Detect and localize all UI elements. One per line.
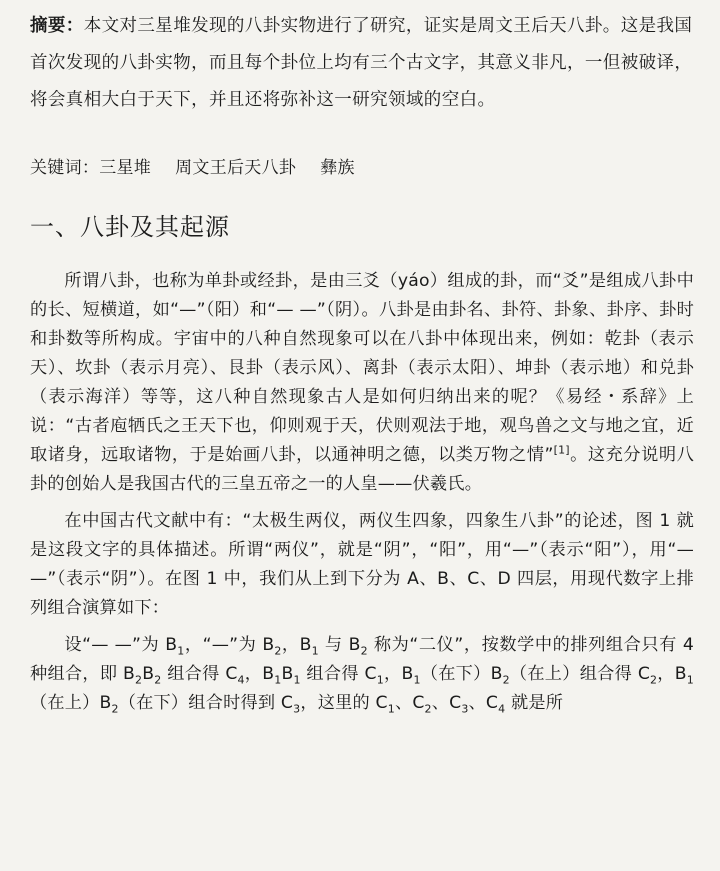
subscript: 2 [111,702,119,716]
subscript: 2 [502,673,510,687]
subscript: 3 [461,702,469,716]
paragraph-1 [30,267,694,499]
subscript: 1 [376,673,384,687]
subscript: 1 [274,673,282,687]
p3-text: 设“— —”为 B [64,635,178,655]
keywords-label: 关键词： [30,158,100,178]
p3-text: 就是所 [505,693,564,713]
paragraph-1-text: 所谓八卦，也称为单卦或经卦，是由三爻（yáo）组成的卦，而“爻”是组成八卦中的长、短横道，如“—”（阳）和“— —”（阴）。八卦是由卦名、卦符、卦象、卦序、卦时和卦数等所构成。宇宙中的八种自然现象可以在八卦中体现出来，例如：乾卦（表示天）、坎卦（表示月亮）、艮卦（表示风）、离卦（表示太阳）、坤卦（表示地）和兑卦（表示海洋）等等，这八种自然现象古人是如何归纳出来的呢？《易经・系辞》上说：“古者庖牺氏之王天下也，仰则观于天，伏则观法于地，观鸟兽之文与地之宜，近取诸身，远取诸物，于是始画八卦，以通神明之德，以类万物之情” [30,271,694,465]
paragraph-2: 在中国古代文献中有：“太极生两仪，两仪生四象，四象生八卦”的论述，图 1 就是这段文字的具体描述。所谓“两仪”，就是“阴”，“阳”，用“—”（表示“阳”），用“— —”（表示“阴”）。在图 1 中，我们从上到下分为 A、B、C、D 四层，用现代数字上排列组合演算如下： [30,511,694,618]
p3-text: ，B [244,664,275,684]
keyword-item: 周文王后天八卦 [175,158,297,178]
subscript: 1 [387,702,395,716]
p3-text: ，“—”为 B [184,635,275,655]
keywords [30,153,694,183]
subscript: 1 [686,673,694,687]
paragraph-1-text-end: 。这充分说明八卦的创始人是我国古代的三皇五帝之一的人皇——伏羲氏。 [30,445,694,494]
p3-text: ，B [281,635,312,655]
p3-text: ，B [657,664,687,684]
p3-text: （在下）B [420,664,503,684]
p3-text: （在上）组合得 C [509,664,651,684]
p3-text: （在上）B [30,693,112,713]
subscript: 1 [293,673,301,687]
subscript: 2 [650,673,658,687]
keyword-item: 三星堆 [99,158,152,178]
p3-text: 、C [394,693,425,713]
subscript: 2 [424,702,432,716]
p3-text: ，这里的 C [300,693,388,713]
section-title: 一、八卦及其起源 [30,213,230,241]
p3-text: 组合得 C [161,664,238,684]
subscript: 4 [498,702,506,716]
subscript: 1 [413,673,421,687]
p3-text: 组合得 C [300,664,377,684]
p3-text: 、C [431,693,462,713]
p3-text: B [142,664,155,684]
abstract [30,8,694,119]
p3-text: B [281,664,294,684]
keyword-item: 彝族 [320,158,355,178]
subscript: 2 [360,644,368,658]
p3-text: 与 B [318,635,361,655]
p3-text: 称为“二仪”，按数学中的排列组合只有 4 种组合，即 B [30,635,694,684]
p3-text: （在下）组合时得到 C [118,693,294,713]
p3-text: 、C [468,693,499,713]
abstract-label: 摘要： [30,16,84,36]
subscript: 3 [293,702,301,716]
subscript: 1 [177,644,185,658]
subscript: 2 [135,673,143,687]
citation-ref: [1] [553,443,570,457]
paragraph-3 [30,631,694,718]
subscript: 1 [311,644,319,658]
subscript: 2 [154,673,162,687]
p3-text: ，B [383,664,414,684]
subscript: 4 [237,673,245,687]
abstract-text: 本文对三星堆发现的八卦实物进行了研究，证实是周文王后天八卦。这是我国首次发现的八卦实物，而且每个卦位上均有三个古文字，其意义非凡，一但被破译，将会真相大白于天下，并且还将弥补这一研究领域的空白。 [30,16,693,110]
subscript: 2 [274,644,282,658]
